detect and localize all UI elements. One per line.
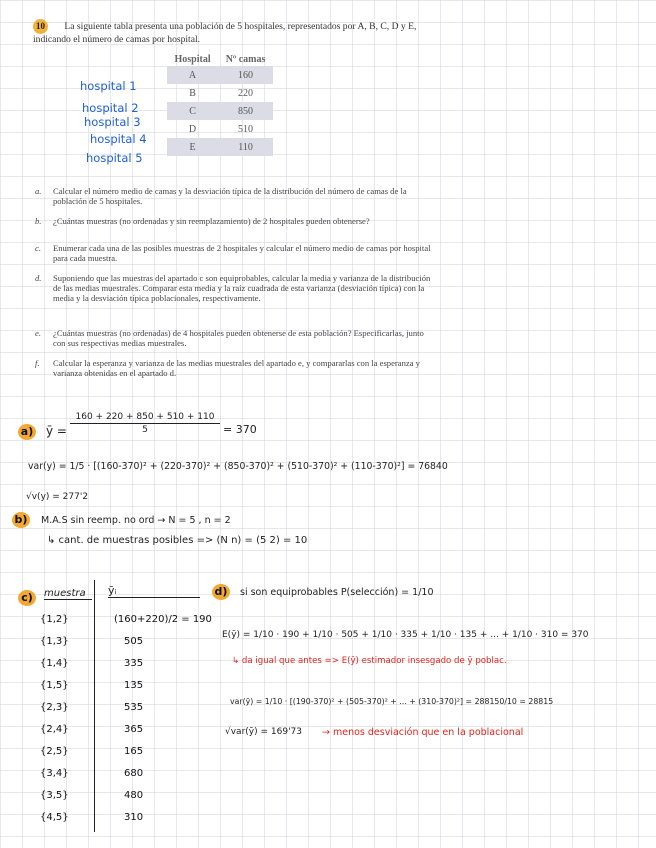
b-line-2: ↳ cant. de muestras posibles => (N n) = (5 2) = 10 <box>47 535 308 546</box>
d-variance: var(ȳ) = 1/10 · [(190-370)² + (505-370)² + ... + (310-370)²] = 288150/10 = 28815 <box>230 697 554 706</box>
mean-result: = 370 <box>223 423 257 436</box>
solution-a <box>18 412 438 446</box>
handwritten-labels <box>80 74 147 167</box>
label-d: d) <box>212 584 230 600</box>
table-row: {1,3} 505 <box>40 635 144 647</box>
table-row: D 510 <box>188 123 254 135</box>
mean-numerator: 160 + 220 + 850 + 510 + 110 <box>70 412 220 424</box>
label-c: c) <box>18 590 36 606</box>
d-stddev: √var(ȳ) = 169'73 <box>225 727 302 737</box>
table-row: {2,4} 365 <box>40 723 144 735</box>
variance-line: var(y) = 1/5 · [(160-370)² + (220-370)² + (850-370)² + (510-370)² + (110-370)²] = 76840 <box>28 461 448 472</box>
stddev-line: √v(y) = 277'2 <box>26 492 89 502</box>
c-col-muestra: muestra <box>44 588 92 600</box>
label-hospital-1: hospital 1 <box>80 79 137 93</box>
question-d: d. Suponiendo que las muestras del apartado c son equiprobables, calcular la media y varianza de la distribución de las medias muestrales. Comparar esta media y la raíz cuadrada de esta varianza (desviación típica) con la media y la desviación típica poblacionales, respectivamente. <box>35 273 431 303</box>
mean-fraction <box>70 412 220 435</box>
col-hospital: Hospital <box>174 54 211 65</box>
question-c: c. Enumerar cada una de las posibles muestras de 2 hospitales y calcular el número medio de camas por hospital para cada muestra. <box>35 243 431 263</box>
label-hospital-2: hospital 2 <box>82 101 139 115</box>
d-note-insesgado: ↳ da igual que antes => E(ȳ) estimador insesgado de ȳ poblac. <box>232 656 507 666</box>
c-samples-table <box>40 608 212 828</box>
d-expectation: E(ȳ) = 1/10 · 190 + 1/10 · 505 + 1/10 · 335 + 1/10 · 135 + ... + 1/10 · 310 = 370 <box>222 630 589 640</box>
problem-number-badge: 10 <box>33 19 48 34</box>
c-col-media: ȳᵢ <box>108 584 200 598</box>
table-row: B 220 <box>189 87 254 99</box>
table-row: {1,4} 335 <box>40 657 144 669</box>
label-b: b) <box>12 512 30 528</box>
question-b: b. ¿Cuántas muestras (no ordenadas y sin reemplazamiento) de 2 hospitales pueden obtenerse? <box>35 216 370 226</box>
hospital-table <box>167 53 273 156</box>
question-list <box>35 186 433 380</box>
table-row: C 850 <box>167 102 273 120</box>
table-row: {2,5} 165 <box>40 745 144 757</box>
table-row: {1,5} 135 <box>40 679 144 691</box>
label-hospital-3: hospital 3 <box>84 115 141 129</box>
question-f: f. Calcular la esperanza y varianza de las medias muestrales del apartado e, y compararlas con la esperanza y varianza obtenidas en el apartado d. <box>35 358 420 378</box>
table-row: {4,5} 310 <box>40 811 144 823</box>
problem-intro: La siguiente tabla presenta una población de 5 hospitales, representados por A, B, C, D y E, indicando el número de camas por hospital. <box>33 21 417 45</box>
table-row: {3,4} 680 <box>40 767 144 779</box>
mean-denominator: 5 <box>142 425 148 435</box>
label-hospital-4: hospital 4 <box>90 132 147 146</box>
table-row: {1,2} (160+220)/2 = 190 <box>40 613 212 625</box>
b-line-1: M.A.S sin reemp. no ord → N = 5 , n = 2 <box>41 515 231 526</box>
label-a: a) <box>18 424 36 440</box>
d-line-1: si son equiprobables P(selección) = 1/10 <box>240 587 434 598</box>
question-a: a. Calcular el número medio de camas y la desviación típica de la distribución del número de camas de la población de 5 hospitales. <box>35 186 407 206</box>
label-hospital-5: hospital 5 <box>86 151 143 165</box>
table-row: {2,3} 535 <box>40 701 144 713</box>
mean-lhs: ȳ = <box>46 424 67 438</box>
col-camas: Nº camas <box>225 54 266 65</box>
d-note-desviacion: → menos desviación que en la poblacional <box>322 727 524 738</box>
table-row: E 110 <box>167 138 273 156</box>
problem-header <box>33 19 433 46</box>
table-row: {3,5} 480 <box>40 789 144 801</box>
table-row: A 160 <box>167 66 273 84</box>
question-e: e. ¿Cuántas muestras (no ordenadas) de 4 hospitales pueden obtenerse de esta población? Especificarlas, junto con sus respectivas medias muestrales. <box>35 328 424 348</box>
